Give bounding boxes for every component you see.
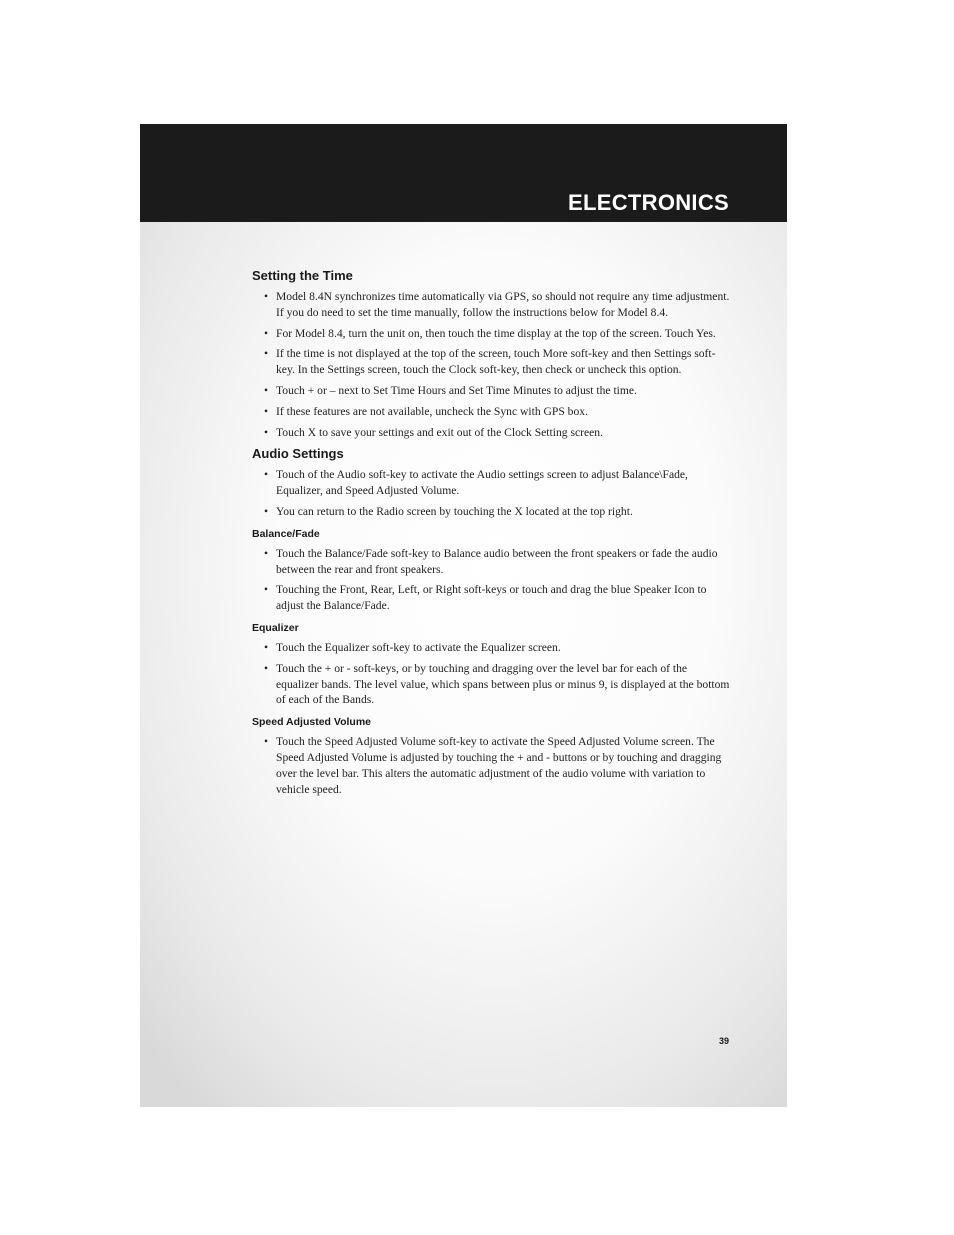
speed-adjusted-volume-list [252,734,732,797]
setting-time-list [252,289,732,440]
list-item: • Touching the Front, Rear, Left, or Right soft-keys or touch and drag the blue Speaker Icon to adjust the Balance/Fade. [252,582,732,614]
list-item: • If the time is not displayed at the top of the screen, touch More soft-key and then Settings soft-key. In the Settings screen, touch the Clock soft-key, then check or uncheck this option. [252,346,732,378]
section-title: ELECTRONICS [568,190,729,215]
list-item: • If these features are not available, uncheck the Sync with GPS box. [252,404,732,420]
audio-settings-list [252,467,732,519]
subheading-equalizer: Equalizer [252,621,299,634]
page-content [252,268,732,803]
list-item: • For Model 8.4, turn the unit on, then touch the time display at the top of the screen. Touch Yes. [252,326,732,342]
balance-fade-list [252,546,732,614]
subheading-speed-adjusted-volume: Speed Adjusted Volume [252,716,372,729]
list-item: • Touch the + or - soft-keys, or by touching and dragging over the level bar for each of the equalizer bands. The level value, which spans between plus or minus 9, is displayed at the bottom of each of the Bands. [252,661,732,708]
list-item: • Touch X to save your settings and exit out of the Clock Setting screen. [252,425,732,441]
heading-audio-settings: Audio Settings [252,446,344,462]
subheading-balance-fade: Balance/Fade [252,527,320,540]
list-item: • Model 8.4N synchronizes time automatically via GPS, so should not require any time adjustment. If you do need to set the time manually, follow the instructions below for Model 8.4. [252,289,732,321]
list-item: • Touch the Speed Adjusted Volume soft-key to activate the Speed Adjusted Volume screen. The Speed Adjusted Volume is adjusted by touching the + and - buttons or by touching and dragging over the level bar. This alters the automatic adjustment of the audio volume with variation to vehicle speed. [252,734,732,797]
header-band [140,124,787,222]
equalizer-list [252,640,732,708]
list-item: • Touch the Equalizer soft-key to activate the Equalizer screen. [252,640,732,656]
list-item: • Touch of the Audio soft-key to activate the Audio settings screen to adjust Balance\Fade, Equalizer, and Speed Adjusted Volume. [252,467,732,499]
heading-setting-the-time: Setting the Time [252,268,353,283]
list-item: • Touch + or – next to Set Time Hours and Set Time Minutes to adjust the time. [252,383,732,399]
list-item: • You can return to the Radio screen by touching the X located at the top right. [252,504,732,520]
manual-page [140,124,787,1107]
list-item: • Touch the Balance/Fade soft-key to Balance audio between the front speakers or fade the audio between the rear and front speakers. [252,546,732,578]
page-number: 39 [718,1036,729,1046]
